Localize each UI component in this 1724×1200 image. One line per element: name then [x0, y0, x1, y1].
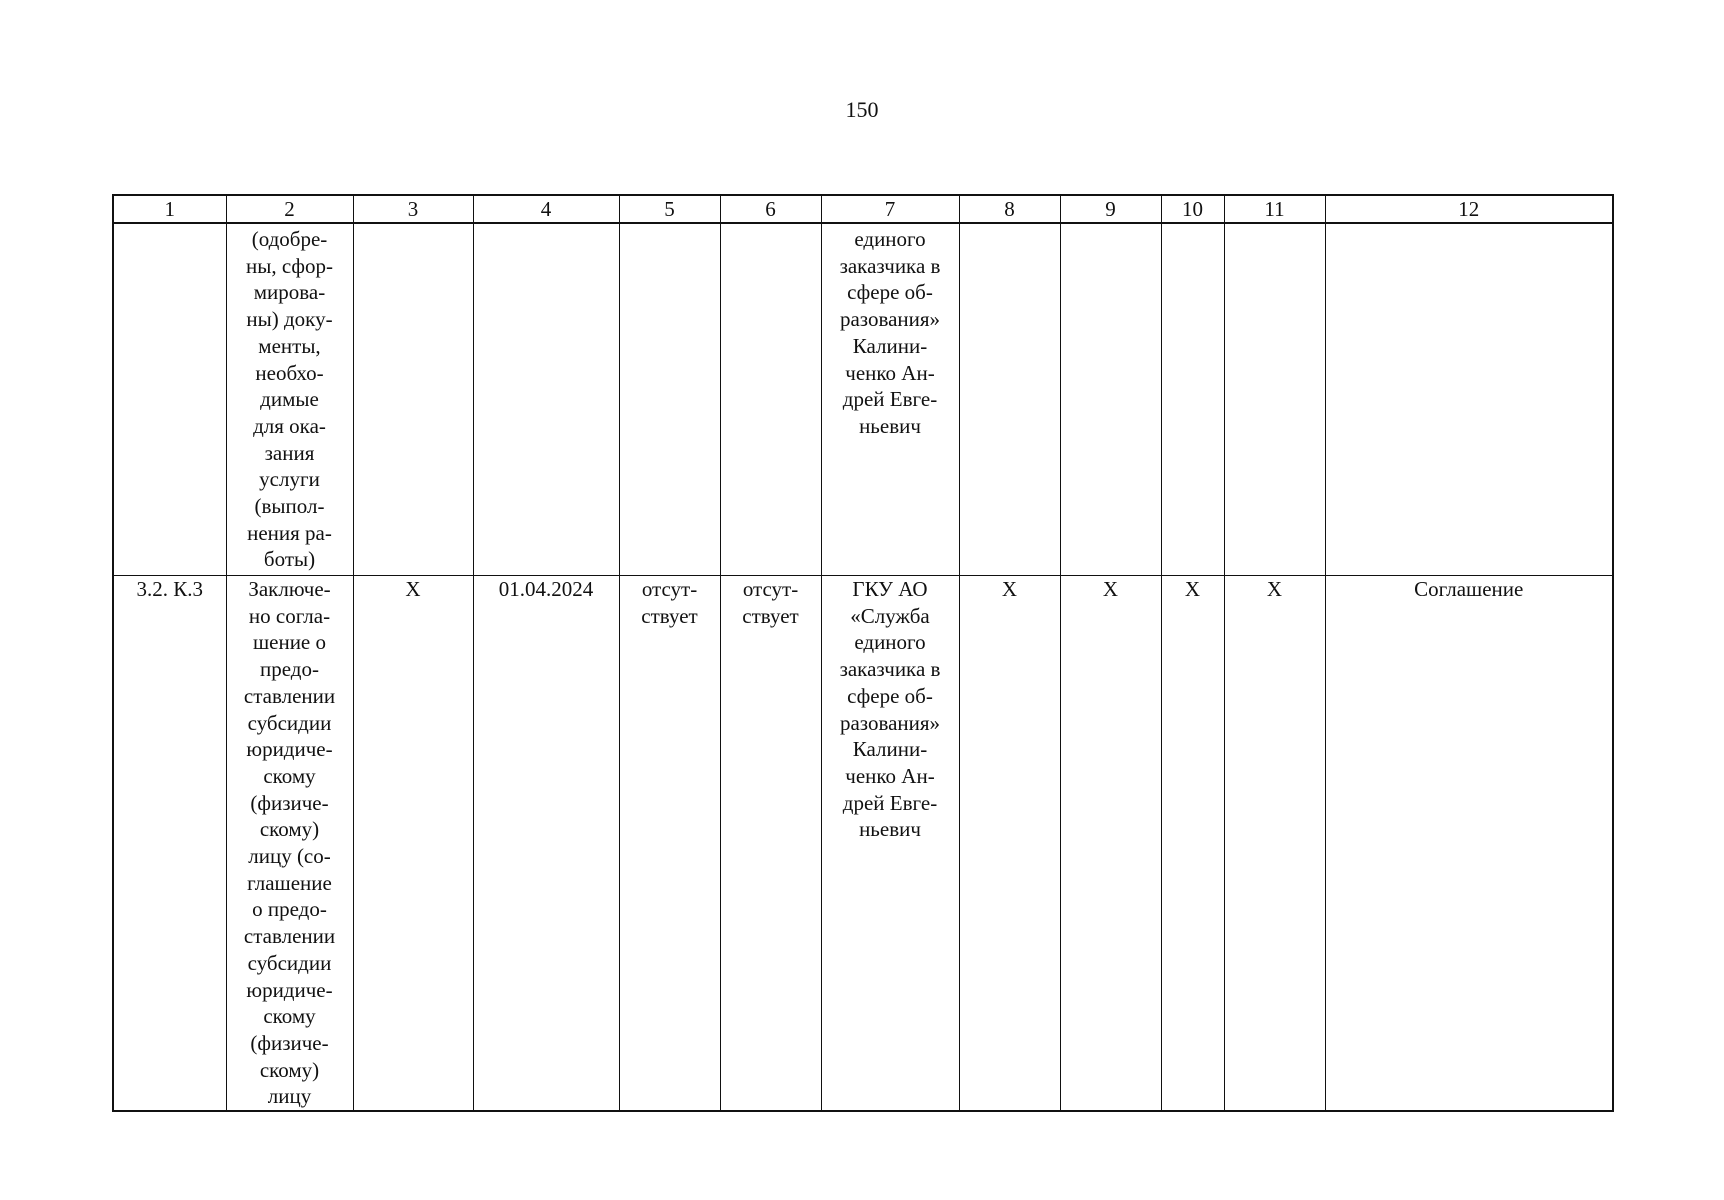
table-cell: отсут- ствует [720, 576, 821, 1112]
table-row [113, 576, 1613, 1112]
table-cell: Х [1060, 576, 1161, 1112]
table-cell [473, 223, 619, 576]
column-header: 1 [113, 195, 226, 223]
table-cell: Х [1224, 576, 1325, 1112]
table-cell [1060, 223, 1161, 576]
table-header-row [113, 195, 1613, 223]
table-cell [113, 223, 226, 576]
table-cell: ГКУ АО «Служба единого заказчика в сфере об- разования» Калини- ченко Ан- дрей Евге- ньевич [821, 576, 959, 1112]
table-cell [720, 223, 821, 576]
column-header: 2 [226, 195, 353, 223]
column-header: 4 [473, 195, 619, 223]
table-cell [1224, 223, 1325, 576]
table-cell: 3.2. К.3 [113, 576, 226, 1112]
table-cell: отсут- ствует [619, 576, 720, 1112]
table-cell: Заключе- но согла- шение о предо- ставлении субсидии юридиче- скому (физиче- скому) лицу (со- глашение о предо- ставлении субсидии юридиче- скому (физиче- скому) лицу [226, 576, 353, 1112]
table-cell: Х [959, 576, 1060, 1112]
table-cell: Соглашение [1325, 576, 1613, 1112]
column-header: 7 [821, 195, 959, 223]
table-cell: Х [353, 576, 473, 1112]
column-header: 3 [353, 195, 473, 223]
table-cell: (одобре- ны, сфор- мирова- ны) доку- менты, необхо- димые для ока- зания услуги (выпол- нения ра- боты) [226, 223, 353, 576]
table-cell [1325, 223, 1613, 576]
column-header: 12 [1325, 195, 1613, 223]
table-cell [619, 223, 720, 576]
table-cell: 01.04.2024 [473, 576, 619, 1112]
column-header: 6 [720, 195, 821, 223]
table-cell [959, 223, 1060, 576]
table-cell: единого заказчика в сфере об- разования» Калини- ченко Ан- дрей Евге- ньевич [821, 223, 959, 576]
column-header: 9 [1060, 195, 1161, 223]
document-table [112, 194, 1614, 1112]
table-cell: Х [1161, 576, 1224, 1112]
column-header: 10 [1161, 195, 1224, 223]
column-header: 11 [1224, 195, 1325, 223]
table-cell [1161, 223, 1224, 576]
column-header: 5 [619, 195, 720, 223]
column-header: 8 [959, 195, 1060, 223]
page-number: 150 [845, 97, 879, 122]
table-row [113, 223, 1613, 576]
table-cell [353, 223, 473, 576]
